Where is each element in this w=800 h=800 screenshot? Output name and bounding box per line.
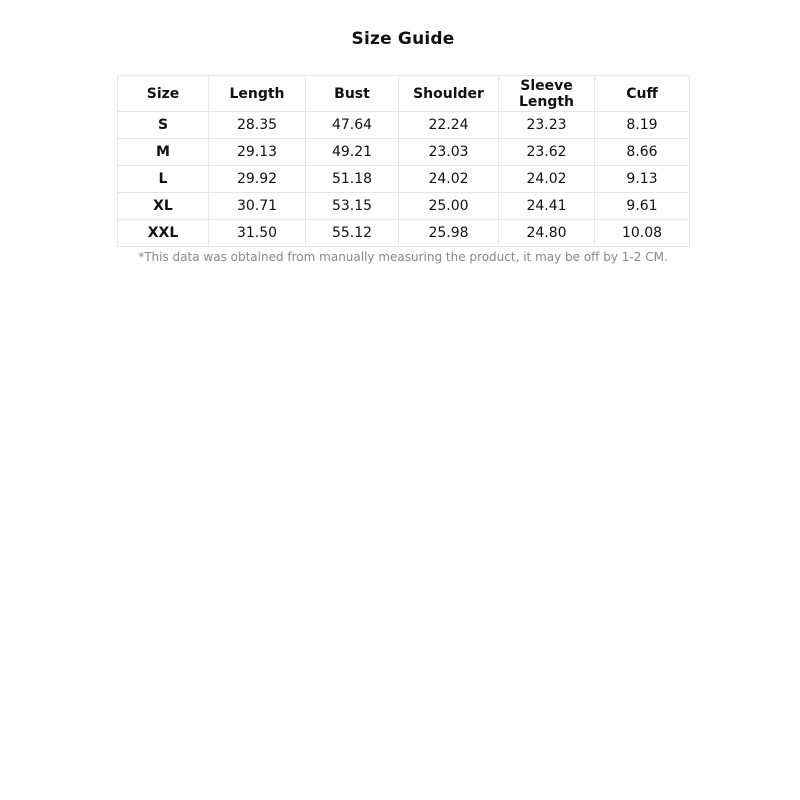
length-cell: 30.71	[209, 193, 306, 220]
column-header-length: Length	[209, 76, 306, 112]
sleeve-length-cell: 23.62	[499, 139, 595, 166]
table-row	[118, 112, 690, 139]
size-cell: XXL	[118, 220, 209, 247]
shoulder-cell: 25.98	[399, 220, 499, 247]
size-cell: M	[118, 139, 209, 166]
cuff-cell: 9.61	[595, 193, 690, 220]
cuff-cell: 8.66	[595, 139, 690, 166]
bust-cell: 51.18	[306, 166, 399, 193]
column-header-shoulder: Shoulder	[399, 76, 499, 112]
bust-cell: 53.15	[306, 193, 399, 220]
bust-cell: 49.21	[306, 139, 399, 166]
length-cell: 29.92	[209, 166, 306, 193]
table-row	[118, 166, 690, 193]
table-row	[118, 193, 690, 220]
page-title: Size Guide	[351, 29, 455, 49]
size-cell: L	[118, 166, 209, 193]
column-header-sleeve-length: Sleeve Length	[499, 76, 595, 112]
size-guide-table	[117, 75, 690, 247]
bust-cell: 47.64	[306, 112, 399, 139]
measurement-disclaimer: *This data was obtained from manually measuring the product, it may be off by 1-2 CM.	[138, 250, 668, 264]
length-cell: 28.35	[209, 112, 306, 139]
column-header-size: Size	[118, 76, 209, 112]
table-header-row	[118, 76, 690, 112]
shoulder-cell: 24.02	[399, 166, 499, 193]
size-cell: XL	[118, 193, 209, 220]
cuff-cell: 8.19	[595, 112, 690, 139]
size-cell: S	[118, 112, 209, 139]
sleeve-length-cell: 23.23	[499, 112, 595, 139]
column-header-bust: Bust	[306, 76, 399, 112]
sleeve-length-cell: 24.02	[499, 166, 595, 193]
length-cell: 31.50	[209, 220, 306, 247]
length-cell: 29.13	[209, 139, 306, 166]
shoulder-cell: 22.24	[399, 112, 499, 139]
shoulder-cell: 25.00	[399, 193, 499, 220]
table-row	[118, 139, 690, 166]
sleeve-length-cell: 24.80	[499, 220, 595, 247]
sleeve-length-cell: 24.41	[499, 193, 595, 220]
column-header-cuff: Cuff	[595, 76, 690, 112]
table-row	[118, 220, 690, 247]
shoulder-cell: 23.03	[399, 139, 499, 166]
cuff-cell: 9.13	[595, 166, 690, 193]
bust-cell: 55.12	[306, 220, 399, 247]
cuff-cell: 10.08	[595, 220, 690, 247]
